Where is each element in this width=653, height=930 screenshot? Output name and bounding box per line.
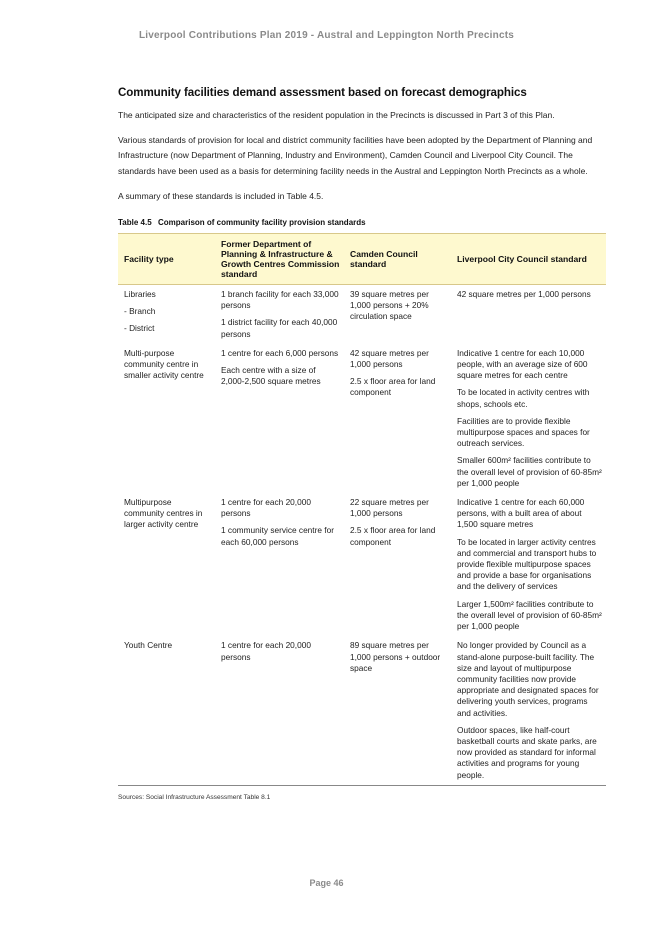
cell-paragraph: - Branch bbox=[124, 306, 156, 317]
cell-paragraph: Larger 1,500m² facilities contribute to the overall level of provision of 60-85m² per 1,000 people bbox=[457, 598, 602, 632]
cell-paragraph: Facilities are to provide flexible multipurpose spaces and spaces for outreach services. bbox=[457, 415, 590, 449]
cell-paragraph: Smaller 600m² facilities contribute to the overall level of provision of 60-85m² per 1,000 people bbox=[457, 455, 602, 488]
header-facility-type: Facility type bbox=[118, 234, 215, 285]
summary-paragraph: A summary of these standards is included in Table 4.5. bbox=[118, 190, 324, 201]
cell-paragraph: To be located in larger activity centres and commercial and transport hubs to provide flexible multipurpose spaces and provide a base for organisations and the delivery of services bbox=[457, 536, 597, 592]
cell-facility-type bbox=[118, 636, 215, 785]
cell-facility-type bbox=[118, 344, 215, 493]
cell-liverpool-standard bbox=[451, 493, 606, 636]
cell-paragraph: Outdoor spaces, like half-court basketball courts and skate parks, are now provided as standard for informal activities and programs for young people. bbox=[457, 724, 597, 780]
cell-facility-type bbox=[118, 493, 215, 636]
cell-paragraph: Indicative 1 centre for each 60,000 persons, with a built area of about 1,500 square metres bbox=[457, 497, 585, 530]
cell-paragraph: No longer provided by Council as a stand-alone purpose-built facility. The size and layout of multipurpose community facilities now provide appropriate and designated spaces for delivering youth services, programs and activities. bbox=[457, 640, 599, 718]
cell-facility-type bbox=[118, 285, 215, 344]
table-header-row bbox=[118, 234, 606, 285]
cell-liverpool-standard bbox=[451, 344, 606, 493]
header-former-department: Former Department of Planning & Infrastructure & Growth Centres Commission standard bbox=[215, 234, 344, 285]
cell-paragraph: 1 branch facility for each 33,000 persons bbox=[221, 289, 339, 311]
cell-paragraph: 89 square metres per 1,000 persons + outdoor space bbox=[350, 640, 441, 673]
header-camden-council: Camden Council standard bbox=[344, 234, 451, 285]
cell-paragraph: 42 square metres per 1,000 persons bbox=[457, 289, 591, 300]
cell-paragraph: 1 district facility for each 40,000 persons bbox=[221, 317, 338, 339]
cell-paragraph: Youth Centre bbox=[124, 640, 173, 651]
facility-standards-table bbox=[118, 233, 606, 786]
cell-paragraph: 2.5 x floor area for land component bbox=[350, 525, 436, 547]
cell-former-department-standard bbox=[215, 344, 344, 493]
cell-paragraph: 1 centre for each 6,000 persons bbox=[221, 347, 339, 358]
header-liverpool-council: Liverpool City Council standard bbox=[451, 234, 606, 285]
cell-camden-standard bbox=[344, 636, 451, 785]
table-caption bbox=[118, 218, 606, 227]
cell-liverpool-standard bbox=[451, 636, 606, 785]
cell-liverpool-standard bbox=[451, 285, 606, 344]
cell-paragraph: - District bbox=[124, 323, 155, 334]
cell-paragraph: Multipurpose community centres in larger activity centre bbox=[124, 497, 203, 530]
cell-paragraph: 1 centre for each 20,000 persons bbox=[221, 640, 311, 662]
cell-paragraph: To be located in activity centres with shops, schools etc. bbox=[457, 387, 590, 409]
cell-former-department-standard bbox=[215, 493, 344, 636]
table-caption-title: Comparison of community facility provision standards bbox=[158, 218, 366, 228]
cell-former-department-standard bbox=[215, 285, 344, 344]
source-note: Sources: Social Infrastructure Assessment Table 8.1 bbox=[118, 793, 271, 801]
cell-former-department-standard bbox=[215, 636, 344, 785]
cell-paragraph: Each centre with a size of 2,000-2,500 square metres bbox=[221, 365, 321, 387]
table-body bbox=[118, 285, 606, 786]
table-row bbox=[118, 344, 606, 493]
running-header: Liverpool Contributions Plan 2019 - Austral and Leppington North Precincts bbox=[138, 30, 515, 41]
cell-paragraph: 1 community service centre for each 60,000 persons bbox=[221, 525, 334, 547]
cell-paragraph: 42 square metres per 1,000 persons bbox=[350, 347, 429, 370]
section-title: Community facilities demand assessment based on forecast demographics bbox=[118, 86, 527, 99]
cell-paragraph: 22 square metres per 1,000 persons bbox=[350, 497, 429, 519]
cell-paragraph: Multi-purpose community centre in smaller activity centre bbox=[124, 347, 204, 381]
cell-camden-standard bbox=[344, 285, 451, 344]
intro-paragraph: The anticipated size and characteristics of the resident population in the Precincts is discussed in Part 3 of this Plan. bbox=[118, 110, 555, 120]
main-content bbox=[118, 86, 606, 801]
cell-camden-standard bbox=[344, 344, 451, 493]
cell-paragraph: 39 square metres per 1,000 persons + 20% circulation space bbox=[350, 289, 429, 322]
table-row bbox=[118, 636, 606, 785]
table-row bbox=[118, 285, 606, 344]
cell-camden-standard bbox=[344, 493, 451, 636]
cell-paragraph: 2.5 x floor area for land component bbox=[350, 376, 436, 398]
standards-paragraph: Various standards of provision for local and district community facilities have been adopted by the Department of Planning and Infrastructure (now Department of Planning, Industry and Environment), Camden Council and Liverpool City Council. The standards have been used as a basis for determining facility needs in the Austral and Leppington North Precincts as a whole. bbox=[118, 135, 593, 176]
cell-paragraph: 1 centre for each 20,000 persons bbox=[221, 497, 311, 519]
table-row bbox=[118, 493, 606, 636]
page-number: Page 46 bbox=[309, 878, 344, 888]
table-caption-number: Table 4.5 bbox=[118, 218, 152, 228]
cell-paragraph: Libraries bbox=[124, 289, 156, 300]
cell-paragraph: Indicative 1 centre for each 10,000 people, with an average size of 600 square metres for each centre bbox=[457, 347, 588, 381]
